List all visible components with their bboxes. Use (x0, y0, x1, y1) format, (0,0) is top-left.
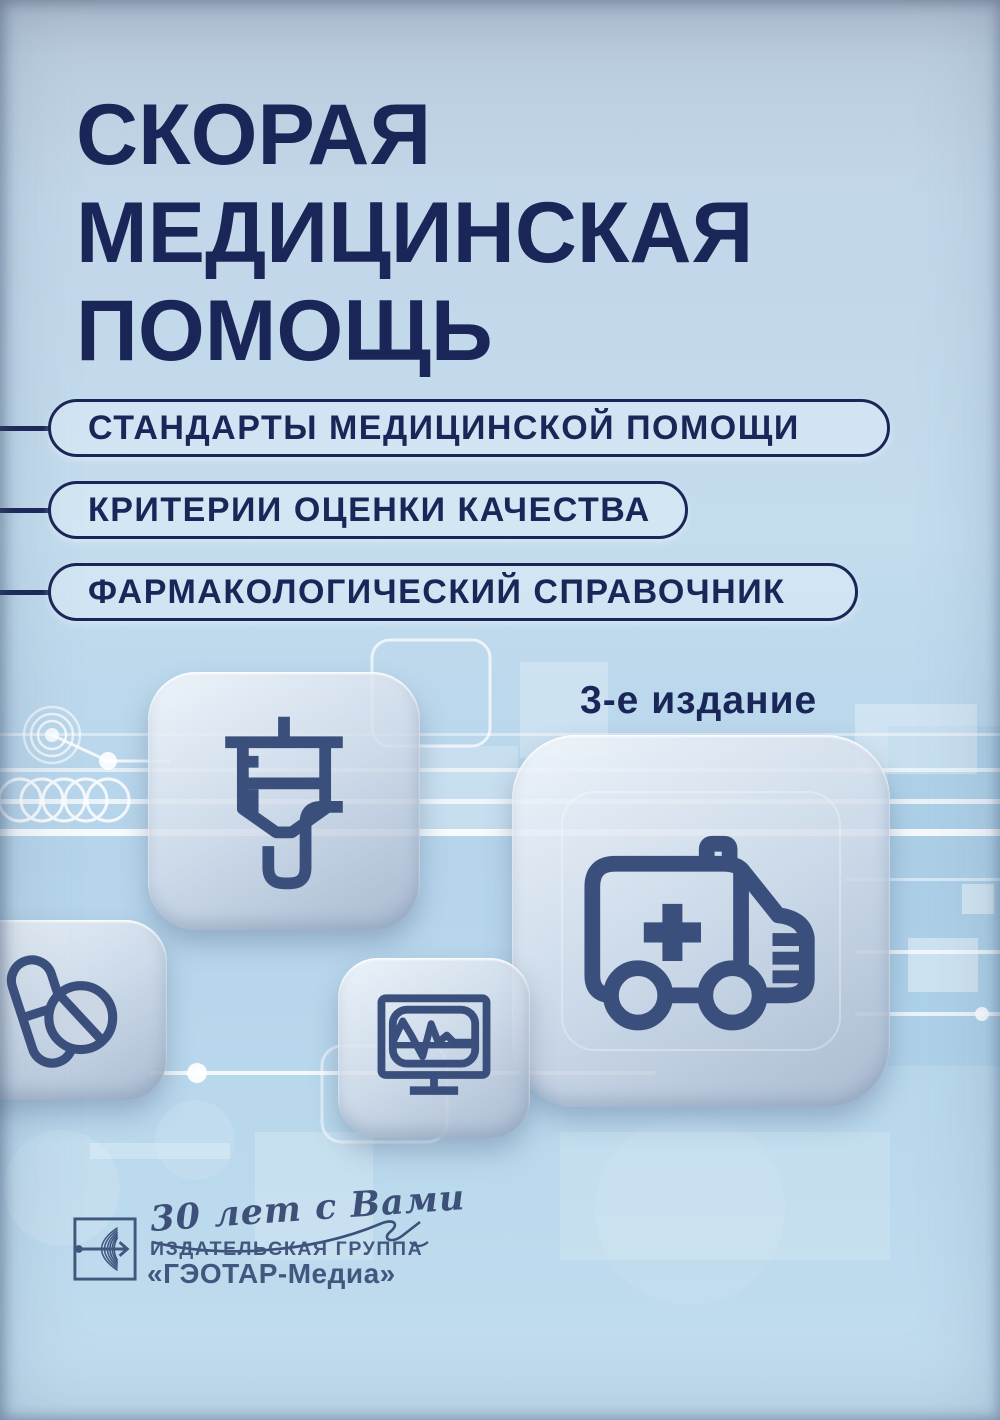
title-line-3: ПОМОЩЬ (76, 283, 493, 379)
banner-quality-criteria (48, 481, 688, 539)
ambulance-icon (558, 778, 844, 1064)
ecg-monitor-tile (338, 958, 530, 1138)
publisher-brand-line: «ГЭОТАР-Медиа» (147, 1258, 396, 1289)
publisher-group-line: ИЗДАТЕЛЬСКАЯ ГРУППА (150, 1238, 424, 1260)
edition-label: 3-е издание (580, 679, 818, 722)
banner-standards (48, 399, 890, 457)
page-title (76, 86, 753, 380)
banner-pharma-reference (48, 563, 858, 621)
title-line-2: МЕДИЦИНСКАЯ (76, 185, 754, 281)
pills-icon (0, 934, 137, 1086)
banner-pharma-reference-label: ФАРМАКОЛОГИЧЕСКИЙ СПРАВОЧНИК (88, 572, 786, 611)
banner-connector-2 (0, 508, 49, 513)
iv-drip-icon (186, 703, 382, 899)
iv-drip-tile (148, 672, 420, 930)
ecg-monitor-icon (363, 977, 505, 1119)
banner-quality-criteria-label: КРИТЕРИИ ОЦЕНКИ КАЧЕСТВА (88, 490, 651, 529)
pills-tile (0, 920, 167, 1100)
banner-connector-1 (0, 426, 49, 431)
publisher-emblem-icon (72, 1216, 138, 1282)
banner-connector-3 (0, 590, 49, 595)
title-line-1: СКОРАЯ (76, 87, 432, 183)
publisher-anniversary-script: 30 лет с Вами (148, 1177, 467, 1240)
banner-standards-label: СТАНДАРТЫ МЕДИЦИНСКОЙ ПОМОЩИ (88, 408, 800, 447)
ambulance-tile (512, 735, 890, 1107)
